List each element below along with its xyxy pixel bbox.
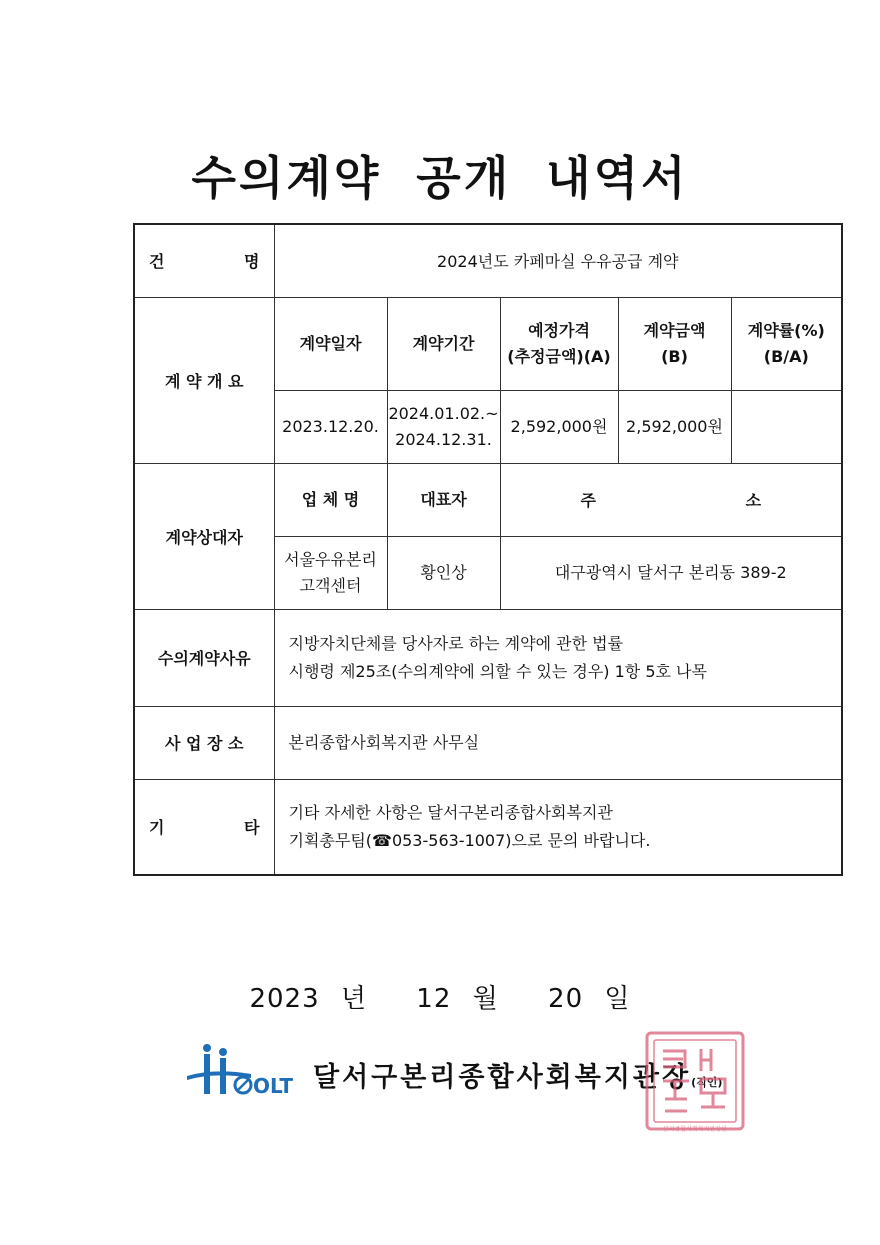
header-estimated-price: 예정가격 (추정금액)(A) (500, 297, 618, 390)
reason-value: 지방자치단체를 당사자로 하는 계약에 관한 법률 시행령 제25조(수의계약에 의할 수 있는 경우) 1항 5호 나목 (274, 609, 842, 706)
page-title: 수의계약 공개 내역서 (191, 151, 689, 205)
etc-value: 기타 자세한 사항은 달서구본리종합사회복지관 기획총무팀(☎053-563-1007)으로 문의 바랍니다. (274, 779, 842, 875)
label-etc: 기 타 (134, 779, 274, 875)
label-counterparty: 계약상대자 (134, 463, 274, 609)
header-address: 주 소 (500, 463, 842, 536)
welfare-center-logo-icon (185, 1040, 300, 1100)
header-representative: 대표자 (387, 463, 500, 536)
logo-text: OLT (253, 1074, 294, 1098)
company-value: 서울우유본리 고객센터 (274, 536, 387, 609)
label-overview: 계 약 개 요 (134, 297, 274, 463)
header-contract-rate: 계약률(%) (B/A) (731, 297, 842, 390)
row-reason (134, 609, 842, 706)
contract-rate-value (731, 390, 842, 463)
estimated-price-value: 2,592,000원 (500, 390, 618, 463)
row-location (134, 706, 842, 779)
location-value: 본리종합사회복지관 사무실 (274, 706, 842, 779)
row-overview-headers (134, 297, 842, 390)
row-etc (134, 779, 842, 875)
seal-text: 본리종합사회복지관장인 (663, 1126, 727, 1133)
contract-table (133, 223, 843, 876)
row-counterparty-headers (134, 463, 842, 536)
header-contract-date: 계약일자 (274, 297, 387, 390)
signature-block (185, 1035, 785, 1145)
label-reason: 수의계약사유 (134, 609, 274, 706)
organization-name: 달서구본리종합사회복지관장(직인) (313, 1062, 723, 1093)
contract-amount-value: 2,592,000원 (618, 390, 731, 463)
header-company: 업 체 명 (274, 463, 387, 536)
header-contract-amount: 계약금액 (B) (618, 297, 731, 390)
address-value: 대구광역시 달서구 본리동 389-2 (500, 536, 842, 609)
row-contract-name (134, 224, 842, 297)
contract-date-value: 2023.12.20. (274, 390, 387, 463)
label-contract-name: 건 명 (134, 224, 274, 297)
representative-value: 황인상 (387, 536, 500, 609)
contract-period-value: 2024.01.02.~ 2024.12.31. (387, 390, 500, 463)
official-seal-icon (641, 1027, 749, 1135)
issue-date: 2023 년 12 월 20 일 (249, 984, 631, 1014)
contract-name-value: 2024년도 카페마실 우유공급 계약 (274, 224, 842, 297)
header-contract-period: 계약기간 (387, 297, 500, 390)
label-location: 사 업 장 소 (134, 706, 274, 779)
